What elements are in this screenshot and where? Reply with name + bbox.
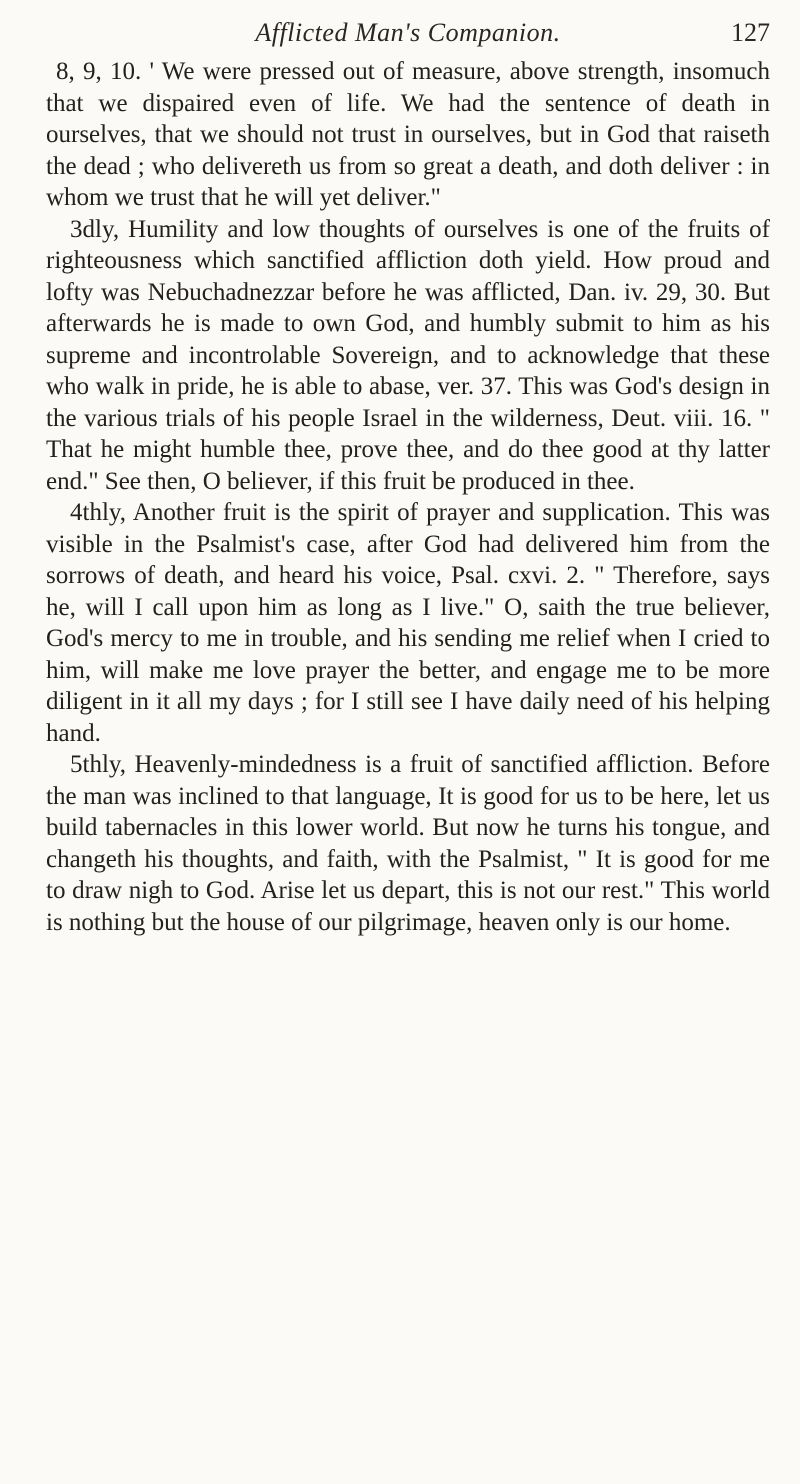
paragraph-humility: 3dly, Humility and low thoughts of ourselves is one of the fruits of righteousness which sanctified affliction doth yield. How proud and lofty was Nebuchadnezzar before he was afflicted, Dan. iv. 29, 30. But afterwards he is made to own God, and humbly submit to him as his supreme and incontrolable Sovereign, and to acknowledge that these who walk in pride, he is able to abase, ver. 37. This was God's design in the various trials of his people Israel in the wilderness, Deut. viii. 16. " That he might humble thee, prove thee, and do thee good at thy latter end." See then, O believer, if this fruit be produced in thee. xyxy=(46,215,770,495)
paragraph-continuation: 8, 9, 10. ' We were pressed out of measure, above strength, insomuch that we dispaired even of life. We had the sentence of death in ourselves, that we should not trust in ourselves, but in God that raiseth the dead ; who delivereth us from so great a death, and doth deliver : in whom we trust that he will yet deliver." xyxy=(46,58,770,211)
paragraph-heavenly-mindedness: 5thly, Heavenly-mindedness is a fruit of sanctified affliction. Before the man was inclined to that language, It is good for us to be here, let us build tabernacles in this lower world. But now he turns his tongue, and changeth his thoughts, and faith, with the Psalmist, " It is good for me to draw nigh to God. Arise let us depart, this is not our rest." This world is nothing but the house of our pilgrimage, heaven only is our home. xyxy=(46,751,770,936)
running-title: Afflicted Man's Companion. xyxy=(255,18,561,47)
page-body xyxy=(46,56,770,938)
paragraph-prayer: 4thly, Another fruit is the spirit of prayer and supplication. This was visible in the Psalmist's case, after God had delivered him from the sorrows of death, and heard his voice, Psal. cxvi. 2. " Therefore, says he, will I call upon him as long as I live." O, saith the true believer, God's mercy to me in trouble, and his sending me relief when I cried to him, will make me love prayer the better, and engage me to be more diligent in it all my days ; for I still see I have daily need of his helping hand. xyxy=(46,499,770,747)
book-page xyxy=(46,14,770,1464)
page-number: 127 xyxy=(731,18,770,47)
running-head xyxy=(46,14,770,54)
